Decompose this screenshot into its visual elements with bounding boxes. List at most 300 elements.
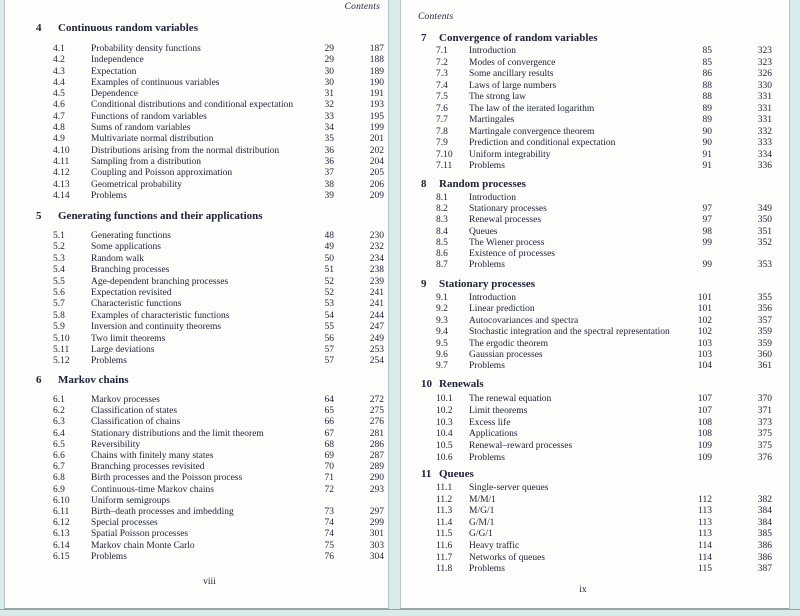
section-number: 11.4	[436, 517, 453, 528]
toc-row	[53, 462, 384, 473]
section-title: Prediction and conditional expectation	[469, 138, 616, 148]
section-start-page: 104	[697, 361, 712, 372]
toc-row	[436, 304, 772, 315]
toc-row	[436, 193, 772, 204]
section-title: Inversion and continuity theorems	[91, 322, 222, 333]
section-second-page: 376	[757, 452, 772, 463]
section-number: 5.9	[53, 322, 65, 333]
toc-row	[53, 146, 384, 157]
chapter-title: Continuous random variables	[58, 22, 198, 34]
section-second-page: 204	[369, 156, 384, 167]
chapter-heading	[401, 278, 789, 290]
section-start-page: 73	[324, 507, 334, 518]
section-start-page: 101	[697, 304, 712, 315]
section-title: Excess life	[469, 417, 511, 428]
page-number-left: viii	[203, 577, 216, 587]
section-second-page: 323	[757, 46, 772, 56]
section-title: Continuous-time Markov chains	[91, 484, 214, 495]
chapter-number: 7	[421, 32, 427, 44]
section-title: Sampling from a distribution	[91, 156, 202, 167]
section-title: Heavy traffic	[469, 540, 520, 551]
section-second-page	[334, 496, 384, 507]
toc-row	[53, 507, 384, 518]
section-second-page: 375	[757, 429, 772, 440]
section-title: Branching processes	[91, 265, 170, 276]
section-title: Stationary distributions and the limit theorem	[91, 428, 264, 439]
chapter	[5, 210, 388, 367]
section-number: 5.7	[53, 299, 65, 310]
section-title: Probability density functions	[91, 44, 201, 54]
section-number: 7.8	[436, 126, 448, 137]
section-number: 6.11	[53, 507, 70, 518]
section-second-page: 189	[369, 66, 384, 77]
section-number: 4.1	[53, 44, 65, 54]
section-title: Birth processes and the Poisson process	[91, 473, 243, 484]
section-second-page: 359	[757, 327, 772, 338]
toc-row	[53, 89, 384, 100]
section-number: 4.13	[53, 179, 70, 190]
section-number: 6.13	[53, 529, 70, 540]
section-title: Problems	[91, 190, 127, 201]
toc-row	[53, 78, 384, 89]
section-start-page	[294, 496, 334, 507]
chapter-rows	[53, 44, 384, 202]
section-number: 9.4	[436, 327, 448, 338]
section-start-page: 74	[324, 518, 334, 529]
section-second-page: 334	[757, 149, 772, 160]
chapter	[401, 468, 789, 575]
section-number: 5.11	[53, 345, 70, 356]
section-title: Problems	[91, 551, 127, 562]
section-start-page: 102	[697, 315, 712, 326]
section-number: 10.4	[436, 429, 453, 440]
section-title: Expectation revisited	[91, 288, 172, 299]
section-second-page: 330	[757, 80, 772, 91]
toc-row	[436, 260, 772, 271]
section-second-page: 281	[369, 428, 384, 439]
page-number-right: ix	[579, 585, 587, 595]
section-start-page: 85	[702, 57, 712, 68]
toc-row	[53, 123, 384, 134]
section-start-page: 70	[324, 462, 334, 473]
section-title: Distributions arising from the normal distribution	[91, 145, 280, 156]
chapter-number: 9	[421, 278, 427, 290]
section-number: 8.2	[436, 204, 448, 215]
toc-row	[53, 322, 384, 333]
toc-row	[53, 345, 384, 356]
section-start-page: 29	[324, 44, 334, 54]
section-second-page: 384	[757, 506, 772, 517]
section-number: 4.8	[53, 123, 65, 134]
section-title: Problems	[469, 161, 505, 171]
section-second-page: 191	[369, 89, 384, 100]
section-second-page: 371	[757, 405, 772, 416]
section-start-page: 29	[324, 55, 334, 66]
chapter-heading	[401, 468, 789, 480]
chapter-title: Generating functions and their applications	[58, 210, 263, 222]
section-start-page: 31	[324, 89, 334, 100]
section-number: 8.5	[436, 237, 448, 248]
section-start-page: 102	[697, 327, 712, 338]
section-number: 11.6	[436, 540, 453, 551]
section-title: Problems	[469, 260, 505, 271]
section-title: Queues	[469, 226, 498, 237]
section-title: Problems	[469, 361, 505, 372]
toc-row	[436, 138, 772, 150]
toc-row	[436, 204, 772, 215]
chapter-title: Renewals	[439, 378, 484, 390]
section-start-page: 49	[324, 242, 334, 253]
section-second-page: 331	[757, 103, 772, 114]
toc-row	[436, 249, 772, 260]
toc-row	[53, 417, 384, 428]
section-start-page: 75	[324, 540, 334, 551]
section-number: 5.2	[53, 242, 65, 253]
section-title: M/M/1	[469, 494, 496, 505]
section-title: Dependence	[91, 89, 138, 100]
section-number: 6.10	[53, 495, 70, 506]
section-start-page: 39	[324, 190, 334, 201]
section-second-page: 276	[369, 417, 384, 428]
section-second-page: 234	[369, 253, 384, 264]
section-number: 6.14	[53, 540, 70, 551]
section-number: 9.5	[436, 338, 448, 349]
toc-row	[53, 44, 384, 55]
section-title: Chains with finitely many states	[91, 451, 214, 462]
section-start-page	[672, 249, 712, 260]
section-second-page: 297	[369, 507, 384, 518]
toc-row	[436, 506, 772, 518]
section-start-page: 88	[702, 80, 712, 91]
section-number: 4.3	[53, 66, 65, 77]
section-title: Martingale convergence theorem	[469, 126, 595, 137]
section-second-page: 241	[369, 288, 384, 299]
section-second-page: 353	[757, 260, 772, 271]
section-second-page	[712, 249, 772, 260]
section-second-page: 351	[757, 226, 772, 237]
section-second-page: 373	[757, 417, 772, 428]
section-start-page: 101	[697, 293, 712, 303]
toc-row	[436, 127, 772, 139]
section-second-page: 293	[369, 484, 384, 495]
toc-row	[53, 541, 384, 552]
section-start-page: 64	[324, 395, 334, 405]
section-second-page: 375	[757, 441, 772, 452]
chapter-title: Random processes	[439, 178, 526, 190]
section-number: 5.12	[53, 356, 70, 367]
section-number: 4.5	[53, 89, 65, 100]
section-start-page: 30	[324, 77, 334, 88]
section-start-page: 37	[324, 168, 334, 179]
section-number: 11.5	[436, 529, 453, 540]
section-second-page: 357	[757, 315, 772, 326]
section-title: Examples of characteristic functions	[91, 310, 230, 321]
toc-row	[53, 191, 384, 202]
toc-row	[53, 451, 384, 462]
section-number: 7.4	[436, 80, 448, 91]
page-right	[400, 0, 790, 609]
section-title: Problems	[91, 356, 127, 367]
chapter	[401, 32, 789, 171]
section-second-page: 326	[757, 69, 772, 79]
toc-row	[53, 288, 384, 299]
toc-row	[53, 67, 384, 78]
section-start-page: 89	[702, 115, 712, 125]
section-title: Introduction	[469, 293, 516, 303]
section-start-page: 69	[324, 451, 334, 462]
section-second-page: 190	[369, 77, 384, 88]
section-title: The ergodic theorem	[469, 338, 548, 349]
section-number: 11.1	[436, 483, 453, 493]
section-start-page: 99	[702, 260, 712, 271]
toc-row	[436, 553, 772, 565]
chapter-number: 10	[421, 378, 432, 390]
toc-row	[53, 356, 384, 367]
section-title: Modes of convergence	[469, 57, 556, 68]
section-second-page: 202	[369, 145, 384, 156]
section-number: 10.1	[436, 394, 453, 404]
section-title: Linear prediction	[469, 304, 535, 315]
section-title: Two limit theorems	[91, 333, 166, 344]
chapter-rows	[436, 394, 772, 465]
section-number: 5.10	[53, 333, 70, 344]
toc-row	[436, 115, 772, 127]
section-start-page: 52	[324, 276, 334, 287]
toc-row	[53, 180, 384, 191]
section-number: 5.4	[53, 265, 65, 276]
section-number: 9.3	[436, 315, 448, 326]
section-number: 9.1	[436, 293, 448, 303]
section-number: 9.2	[436, 304, 448, 315]
toc-row	[436, 406, 772, 418]
section-title: Stationary processes	[469, 204, 547, 215]
section-title: Random walk	[91, 253, 145, 264]
section-start-page: 57	[324, 356, 334, 367]
section-title: Special processes	[91, 518, 158, 529]
toc-row	[53, 334, 384, 345]
section-number: 8.6	[436, 249, 448, 260]
section-second-page: 350	[757, 215, 772, 226]
section-title: Renewal processes	[469, 215, 542, 226]
section-title: Geometrical probability	[91, 179, 183, 190]
toc-row	[436, 227, 772, 238]
toc-row	[436, 418, 772, 430]
section-title: Some applications	[91, 242, 161, 253]
section-title: Existence of processes	[469, 249, 555, 260]
section-title: Laws of large numbers	[469, 80, 557, 91]
chapter-rows	[436, 46, 772, 173]
section-number: 4.9	[53, 134, 65, 145]
section-second-page: 201	[369, 134, 384, 145]
running-header-left: Contents	[344, 2, 380, 12]
section-number: 11.3	[436, 506, 453, 517]
section-number: 7.7	[436, 115, 448, 125]
section-start-page: 72	[324, 484, 334, 495]
section-second-page: 232	[369, 242, 384, 253]
section-start-page: 97	[702, 215, 712, 226]
section-start-page: 67	[324, 428, 334, 439]
section-second-page: 387	[757, 564, 772, 575]
section-title: Single-server queues	[469, 483, 549, 493]
chapter-title: Convergence of random variables	[439, 32, 598, 44]
section-second-page: 361	[757, 361, 772, 372]
chapter	[401, 278, 789, 372]
section-second-page: 247	[369, 322, 384, 333]
section-title: Gaussian processes	[469, 350, 543, 361]
chapter-heading	[401, 178, 789, 190]
chapter-rows	[436, 483, 772, 576]
toc-row	[53, 157, 384, 168]
section-number: 8.4	[436, 226, 448, 237]
section-start-page: 89	[702, 103, 712, 114]
section-start-page: 71	[324, 473, 334, 484]
section-second-page: 253	[369, 345, 384, 356]
toc-row	[436, 429, 772, 441]
section-start-page: 54	[324, 310, 334, 321]
section-start-page: 90	[702, 126, 712, 137]
section-number: 6.3	[53, 417, 65, 428]
section-number: 8.1	[436, 193, 448, 203]
chapter-number: 8	[421, 178, 427, 190]
section-second-page: 352	[757, 237, 772, 248]
section-start-page: 91	[702, 161, 712, 171]
toc-row	[436, 394, 772, 406]
section-second-page: 333	[757, 138, 772, 148]
section-start-page: 98	[702, 226, 712, 237]
section-second-page: 199	[369, 123, 384, 134]
section-start-page: 107	[697, 405, 712, 416]
chapter-heading	[5, 22, 388, 34]
section-start-page: 108	[697, 417, 712, 428]
section-second-page: 205	[369, 168, 384, 179]
toc-row	[53, 265, 384, 276]
toc-row	[436, 441, 772, 453]
toc-row	[436, 104, 772, 116]
section-number: 7.2	[436, 57, 448, 68]
section-start-page: 35	[324, 134, 334, 145]
section-number: 6.4	[53, 428, 65, 439]
toc-row	[53, 311, 384, 322]
toc-row	[53, 231, 384, 242]
section-start-page: 91	[702, 149, 712, 160]
section-second-page: 286	[369, 439, 384, 450]
chapter	[401, 378, 789, 463]
chapter-rows	[53, 395, 384, 563]
section-number: 5.5	[53, 276, 65, 287]
toc-row	[53, 100, 384, 111]
section-title: Renewal–reward processes	[469, 441, 573, 452]
section-number: 7.11	[436, 161, 453, 171]
section-title: G/M/1	[469, 517, 495, 528]
chapter-heading	[5, 210, 388, 222]
toc-row	[436, 46, 772, 58]
section-start-page: 34	[324, 123, 334, 134]
section-second-page: 303	[369, 540, 384, 551]
toc-row	[53, 395, 384, 406]
toc-row	[436, 215, 772, 226]
toc-row	[53, 496, 384, 507]
toc-row	[436, 150, 772, 162]
section-number: 5.3	[53, 253, 65, 264]
section-second-page: 254	[369, 356, 384, 367]
section-title: The strong law	[469, 92, 526, 102]
section-title: Large deviations	[91, 345, 155, 356]
section-title: Stochastic integration and the spectral representation	[469, 327, 670, 338]
section-start-page: 66	[324, 417, 334, 428]
section-second-page: 356	[757, 304, 772, 315]
section-start-page: 112	[698, 494, 712, 505]
section-second-page: 287	[369, 451, 384, 462]
section-title: Introduction	[469, 46, 516, 56]
section-second-page: 386	[757, 540, 772, 551]
toc-row	[436, 58, 772, 70]
section-number: 6.9	[53, 484, 65, 495]
page-bottom-edge	[0, 609, 800, 610]
section-title: Some ancillary results	[469, 69, 554, 79]
section-number: 5.6	[53, 288, 65, 299]
section-start-page: 114	[698, 540, 712, 551]
chapter-rows	[436, 293, 772, 373]
section-second-page: 331	[757, 115, 772, 125]
section-number: 8.3	[436, 215, 448, 226]
section-number: 5.8	[53, 310, 65, 321]
section-number: 6.12	[53, 518, 70, 529]
toc-row	[53, 277, 384, 288]
section-title: The renewal equation	[469, 394, 552, 404]
toc-row	[53, 529, 384, 540]
section-second-page: 230	[369, 231, 384, 241]
section-title: The Wiener process	[469, 237, 545, 248]
section-number: 4.4	[53, 77, 65, 88]
section-start-page: 113	[698, 506, 712, 517]
toc-row	[436, 361, 772, 372]
toc-row	[436, 350, 772, 361]
section-title: Applications	[469, 429, 518, 440]
section-title: Uniform integrability	[469, 149, 551, 160]
section-start-page: 57	[324, 345, 334, 356]
section-start-page: 55	[324, 322, 334, 333]
toc-row	[436, 327, 772, 338]
section-second-page: 206	[369, 179, 384, 190]
section-start-page: 56	[324, 333, 334, 344]
section-number: 7.9	[436, 138, 448, 148]
toc-row	[436, 293, 772, 304]
toc-row	[53, 473, 384, 484]
section-number: 10.3	[436, 417, 453, 428]
toc-row	[53, 485, 384, 496]
section-title: Introduction	[469, 193, 516, 203]
chapter-rows	[53, 231, 384, 368]
section-start-page: 103	[697, 338, 712, 349]
section-title: Markov processes	[91, 395, 160, 405]
section-start-page	[672, 483, 712, 495]
section-title: Problems	[469, 452, 505, 463]
section-start-page: 65	[324, 406, 334, 417]
section-start-page: 103	[697, 350, 712, 361]
section-title: Coupling and Poisson approximation	[91, 168, 233, 179]
toc-row	[53, 134, 384, 145]
section-title: Examples of continuous variables	[91, 77, 220, 88]
section-title: Age-dependent branching processes	[91, 276, 229, 287]
section-start-page	[672, 193, 712, 204]
section-second-page: 188	[369, 55, 384, 66]
section-second-page: 360	[757, 350, 772, 361]
section-title: Martingales	[469, 115, 515, 125]
section-title: Networks of queues	[469, 552, 545, 563]
section-second-page: 301	[369, 529, 384, 540]
section-second-page: 370	[757, 394, 772, 404]
section-title: Markov chain Monte Carlo	[91, 540, 195, 551]
